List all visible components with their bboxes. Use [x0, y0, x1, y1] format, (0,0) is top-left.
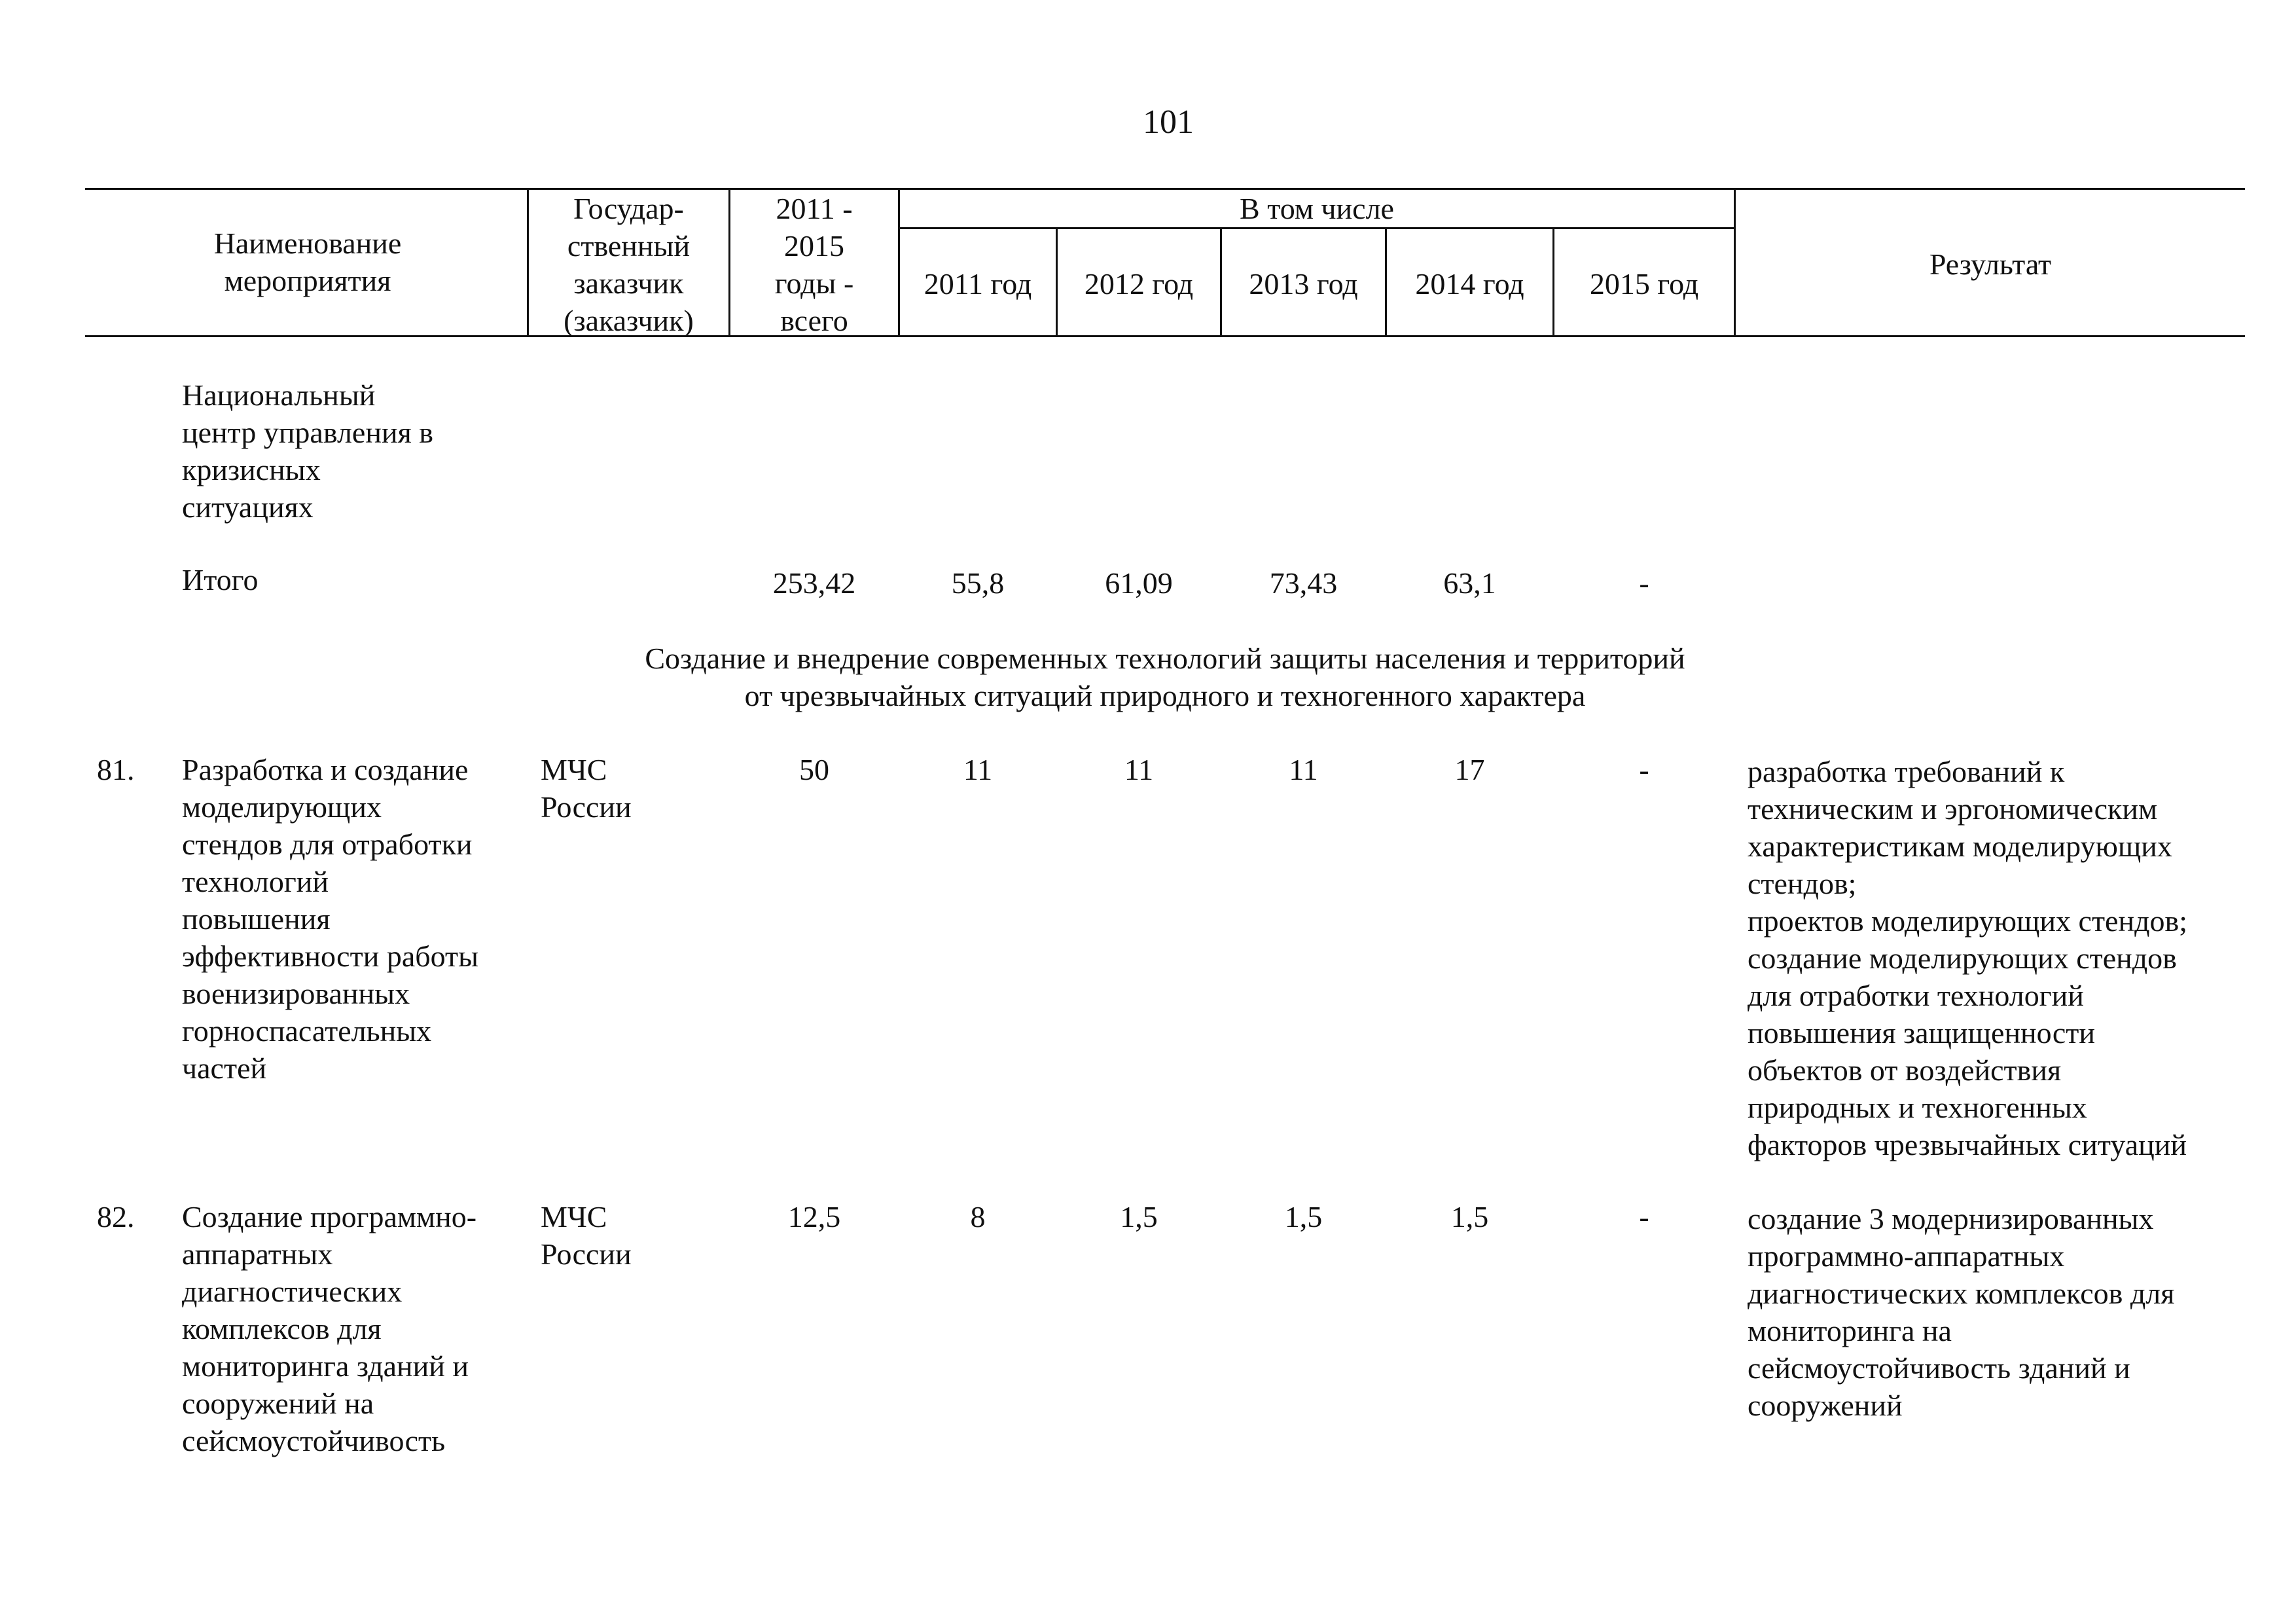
header-year-2014: 2014 год — [1415, 267, 1524, 301]
row-total: 50 — [799, 753, 829, 786]
row-number: 81. — [97, 753, 135, 786]
row-2012: 1,5 — [1120, 1200, 1158, 1233]
row-total: 12,5 — [787, 1200, 841, 1233]
header-year-2015: 2015 год — [1589, 267, 1699, 301]
row-2011: 8 — [970, 1200, 986, 1233]
header-result: Результат — [1929, 247, 2052, 281]
total-row-label: Итого — [182, 563, 259, 596]
row-2014: 1,5 — [1450, 1200, 1489, 1233]
row-2015: - — [1639, 1200, 1649, 1233]
row-result: разработка требований к техническим и эргономическим характеристикам моделирующих стендов; проектов моделирующих стендов; создание моделирующих стендов для отработки технологий повышения защищенности объектов от воздействия природных и техногенных факторов чрезвычайных ситуаций — [1748, 755, 2187, 1161]
row-2015: - — [1639, 753, 1649, 786]
header-bottom-rule — [85, 335, 2245, 337]
section-heading: Создание и внедрение современных технологий защиты населения и территорий от чрезвычайных ситуаций природного и техногенного характера — [645, 642, 1685, 712]
row-customer: МЧС России — [541, 753, 632, 824]
row-result: создание 3 модернизированных программно-аппаратных диагностических комплексов для мониторинга на сейсмоустойчивость зданий и сооружений — [1748, 1202, 2175, 1422]
total-row-2014: 63,1 — [1443, 566, 1496, 600]
row-name: Создание программно- аппаратных диагностических комплексов для мониторинга зданий и сооружений на сейсмоустойчивость — [182, 1200, 477, 1457]
row-2014: 17 — [1454, 753, 1485, 786]
row-2011: 11 — [963, 753, 993, 786]
total-row-total: 253,42 — [772, 566, 856, 600]
continued-org-name: Национальный центр управления в кризисных ситуациях — [182, 378, 433, 524]
header-customer: Государ- ственный заказчик (заказчик) — [564, 192, 694, 337]
header-including: В том числе — [1240, 192, 1394, 225]
total-row-2015: - — [1639, 566, 1649, 600]
page-number: 101 — [1143, 103, 1194, 141]
total-row-2013: 73,43 — [1269, 566, 1338, 600]
header-year-2012: 2012 год — [1084, 267, 1194, 301]
row-number: 82. — [97, 1200, 135, 1233]
total-row-2011: 55,8 — [951, 566, 1005, 600]
row-2013: 11 — [1289, 753, 1318, 786]
row-2013: 1,5 — [1284, 1200, 1323, 1233]
header-name: Наименование мероприятия — [213, 227, 402, 297]
header-total: 2011 - 2015 годы - всего — [774, 192, 854, 337]
row-name: Разработка и создание моделирующих стендов для отработки технологий повышения эффективности работы военизированных горноспасательных частей — [182, 753, 479, 1085]
header-year-2011: 2011 год — [924, 267, 1032, 301]
row-customer: МЧС России — [541, 1200, 632, 1271]
header-year-2013: 2013 год — [1249, 267, 1358, 301]
total-row-2012: 61,09 — [1105, 566, 1173, 600]
header-sub-rule — [898, 227, 1736, 229]
row-2012: 11 — [1124, 753, 1154, 786]
